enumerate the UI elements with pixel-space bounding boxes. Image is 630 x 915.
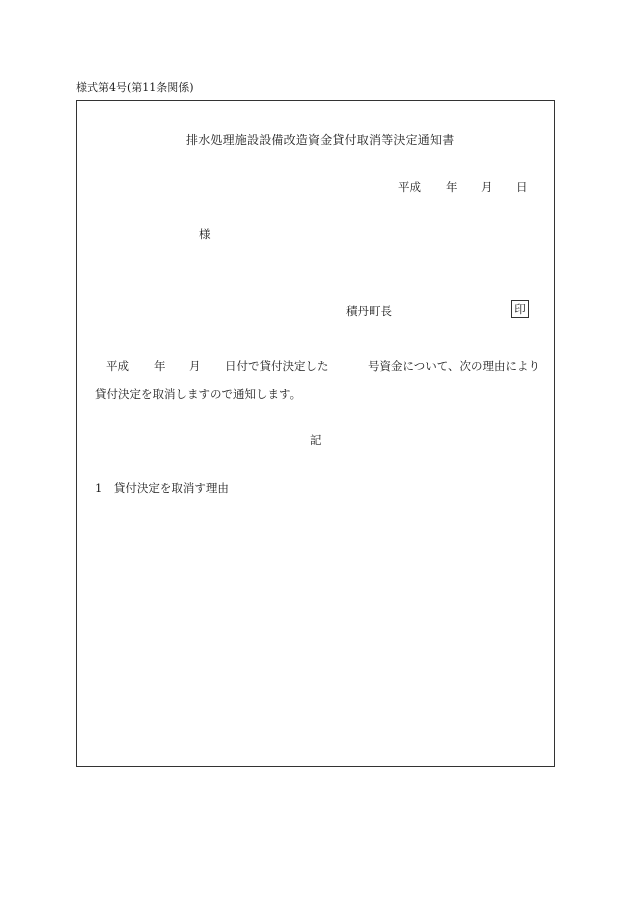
body-date-year-unit: 年 [154,359,166,373]
body-text-decision-date: 日付で貸付決定した [225,359,329,373]
date-day-unit: 日 [516,180,528,194]
date-era: 平成 [398,180,421,194]
ki-heading: 記 [310,433,322,447]
form-number-label: 様式第4号(第11条関係) [76,81,194,94]
document-title: 排水処理施設設備改造資金貸付取消等決定通知書 [186,133,455,147]
body-text-fund-number: 号資金について、次の理由により [368,359,541,373]
body-date-month-unit: 月 [189,359,201,373]
body-date-era: 平成 [106,359,129,373]
date-year-unit: 年 [446,180,458,194]
body-text-notice: 貸付決定を取消しますので通知します。 [95,387,302,401]
seal-mark: 印 [511,300,529,318]
issuer-name: 積丹町長 [346,304,392,318]
reason-item: 1 貸付決定を取消す理由 [95,481,229,495]
addressee-honorific: 様 [199,227,211,241]
date-month-unit: 月 [481,180,493,194]
